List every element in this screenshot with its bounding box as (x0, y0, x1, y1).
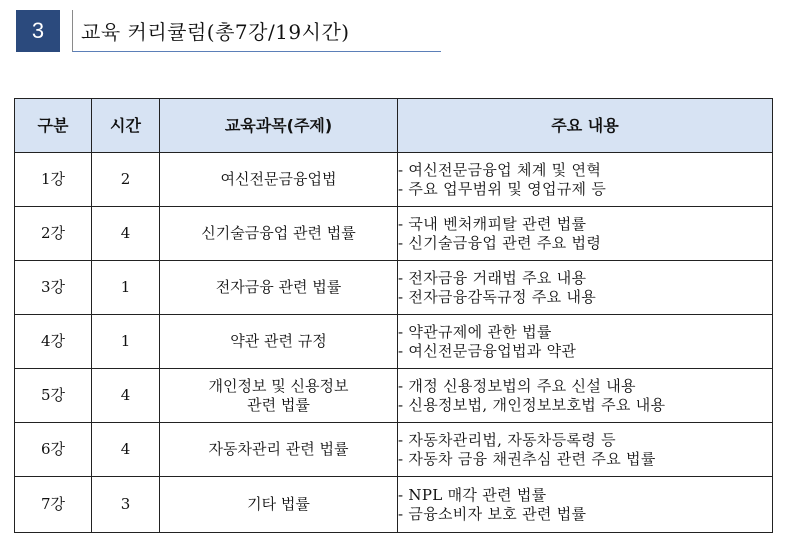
session-cell: 3강 (15, 261, 92, 315)
session-cell: 4강 (15, 315, 92, 369)
subject-cell (160, 423, 398, 477)
session-cell: 7강 (15, 477, 92, 533)
contents-cell (398, 207, 773, 261)
subject-line: 개인정보 및 신용정보 (208, 376, 349, 395)
subject-line: 관련 법률 (247, 395, 310, 414)
content-line: - 전자금융 거래법 주요 내용 (398, 268, 587, 287)
contents-cell (398, 315, 773, 369)
section-title: 교육 커리큘럼(총7강/19시간) (81, 20, 350, 44)
table-row (15, 153, 773, 207)
content-line: - 여신전문금융업법과 약관 (398, 341, 577, 360)
contents-cell (398, 153, 773, 207)
column-header-hours: 시간 (92, 99, 160, 153)
table-header-row (15, 99, 773, 153)
subject-line: 자동차관리 관련 법률 (208, 440, 349, 458)
session-cell: 6강 (15, 423, 92, 477)
subject-line: 신기술금융업 관련 법률 (201, 224, 356, 242)
subject-line: 약관 관련 규정 (230, 332, 327, 350)
session-cell: 5강 (15, 369, 92, 423)
table-row (15, 369, 773, 423)
content-line: - 국내 벤처캐피탈 관련 법률 (398, 214, 587, 233)
hours-cell: 1 (92, 261, 160, 315)
subject-cell (160, 207, 398, 261)
contents-cell (398, 261, 773, 315)
hours-cell: 3 (92, 477, 160, 533)
content-line: - 신기술금융업 관련 주요 법령 (398, 233, 602, 252)
table-row (15, 423, 773, 477)
curriculum-table (14, 98, 773, 533)
hours-cell: 4 (92, 369, 160, 423)
subject-line: 기타 법률 (247, 495, 310, 513)
content-line: - 약관규제에 관한 법률 (398, 322, 552, 341)
hours-cell: 4 (92, 423, 160, 477)
content-line: - 자동차 금융 채권추심 관련 주요 법률 (398, 449, 656, 468)
column-header-session: 구분 (15, 99, 92, 153)
table-row (15, 261, 773, 315)
content-line: - NPL 매각 관련 법률 (398, 485, 547, 504)
content-line: - 자동차관리법, 자동차등록령 등 (398, 430, 616, 449)
session-cell: 1강 (15, 153, 92, 207)
subject-cell (160, 369, 398, 423)
table-row (15, 315, 773, 369)
subject-cell (160, 315, 398, 369)
table-row (15, 207, 773, 261)
hours-cell: 4 (92, 207, 160, 261)
content-line: - 여신전문금융업 체계 및 연혁 (398, 160, 602, 179)
content-line: - 금융소비자 보호 관련 법률 (398, 504, 587, 523)
content-line: - 개정 신용정보법의 주요 신설 내용 (398, 376, 636, 395)
hours-cell: 2 (92, 153, 160, 207)
hours-cell: 1 (92, 315, 160, 369)
session-cell: 2강 (15, 207, 92, 261)
table-row (15, 477, 773, 533)
contents-cell (398, 477, 773, 533)
content-line: - 주요 업무범위 및 영업규제 등 (398, 179, 607, 198)
content-line: - 신용정보법, 개인정보보호법 주요 내용 (398, 395, 666, 414)
section-gap (60, 10, 72, 52)
section-header (16, 10, 441, 52)
content-line: - 전자금융감독규정 주요 내용 (398, 287, 597, 306)
subject-line: 전자금융 관련 법률 (215, 278, 342, 296)
subject-cell (160, 153, 398, 207)
subject-cell (160, 261, 398, 315)
section-number-badge: 3 (16, 10, 60, 52)
column-header-contents: 주요 내용 (398, 99, 773, 153)
subject-line: 여신전문금융업법 (220, 170, 337, 188)
contents-cell (398, 423, 773, 477)
subject-cell (160, 477, 398, 533)
section-title-box (72, 10, 441, 52)
contents-cell (398, 369, 773, 423)
column-header-subject: 교육과목(주제) (160, 99, 398, 153)
